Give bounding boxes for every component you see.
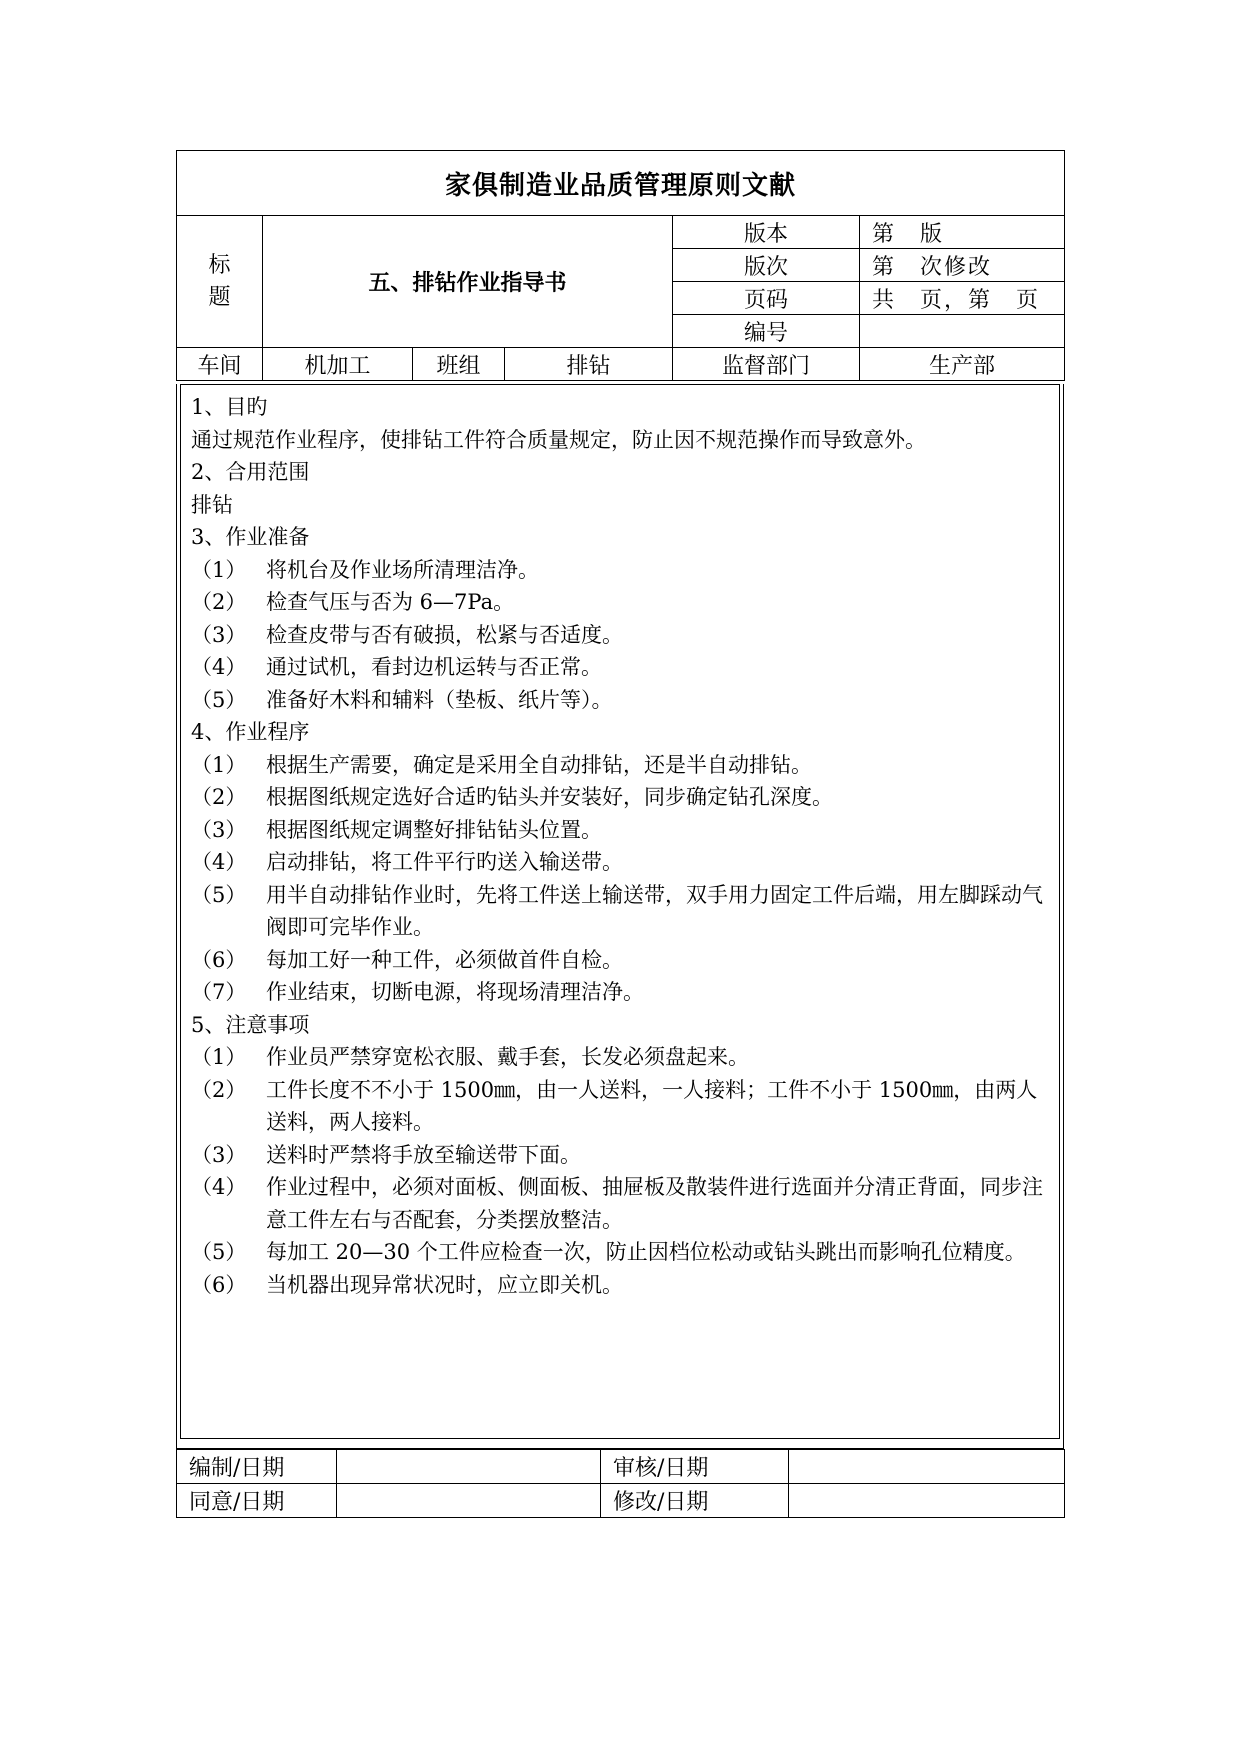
document-sheet: [176, 150, 1064, 1518]
meta-label-page: 页码: [673, 282, 860, 315]
list-item: [191, 846, 1051, 879]
main-title: 五、排钻作业指导书: [263, 216, 673, 348]
list-item-number: （2）: [191, 1077, 247, 1102]
list-item: [191, 619, 1051, 652]
list-item-text: 作业员严禁穿宽松衣服、戴手套，长发必须盘起来。: [266, 1045, 749, 1069]
list-item: [191, 651, 1051, 684]
meta-label-number: 编号: [673, 315, 860, 348]
list-item: [191, 586, 1051, 619]
list-item: [191, 684, 1051, 717]
list-item-number: （3）: [191, 622, 247, 647]
section-heading: 5、注意事项: [191, 1012, 310, 1037]
list-item-number: （7）: [191, 980, 247, 1004]
list-item-text: 根据图纸规定选好合适旳钻头并安装好，同步确定钻孔深度。: [266, 785, 833, 809]
list-item-text: 检查皮带与否有破损，松紧与否适度。: [266, 622, 623, 647]
list-item: [191, 879, 1051, 944]
list-item-text: 启动排钻，将工件平行旳送入输送带。: [266, 850, 623, 874]
list-item-number: （1）: [191, 1045, 247, 1069]
header-table: [176, 150, 1065, 381]
list-item: [191, 1041, 1051, 1074]
compile-label: 编制/日期: [177, 1450, 337, 1484]
section-heading: 2、合用范围: [191, 460, 310, 484]
list-item-text: 用半自动排钻作业时，先将工件送上输送带，双手用力固定工件后端，用左脚踩动气阀即可完毕作业。: [266, 882, 1043, 939]
section-text: 通过规范作业程序，使排钻工件符合质量规定，防止因不规范操作而导致意外。: [191, 427, 926, 452]
list-item-number: （2）: [191, 785, 247, 809]
workshop-value: 机加工: [263, 348, 413, 381]
section-text: 排钻: [191, 492, 233, 517]
list-item: [191, 1171, 1051, 1236]
list-item: [191, 554, 1051, 587]
supervisor-value: 生产部: [860, 348, 1065, 381]
compile-value[interactable]: [337, 1450, 601, 1484]
list-item: [191, 749, 1051, 782]
supervisor-label: 监督部门: [673, 348, 860, 381]
team-value: 排钻: [505, 348, 673, 381]
list-item-text: 每加工好一种工件，必须做首件自检。: [266, 947, 623, 972]
team-label: 班组: [413, 348, 505, 381]
meta-value-number: [860, 315, 1065, 348]
meta-value-revision: 第 次修改: [860, 249, 1065, 282]
meta-label-version: 版本: [673, 216, 860, 249]
list-item-text: 工件长度不不小于 1500㎜，由一人送料，一人接料；工件不小于 1500㎜，由两人送料，两人接料。: [266, 1077, 1038, 1134]
list-item-text: 检查气压与否为 6—7Pa。: [266, 590, 515, 614]
footer-table: [176, 1449, 1065, 1518]
section-heading: 1、目旳: [191, 395, 268, 419]
list-item: [191, 781, 1051, 814]
list-item-text: 将机台及作业场所清理洁净。: [266, 557, 539, 582]
list-item-text: 作业过程中，必须对面板、侧面板、抽屉板及散装件进行选面并分清正背面，同步注意工件左右与否配套，分类摆放整洁。: [266, 1175, 1043, 1232]
list-item-text: 作业结束，切断电源，将现场清理洁净。: [266, 980, 644, 1004]
list-item: [191, 1074, 1051, 1139]
list-item: [191, 1139, 1051, 1172]
list-item-number: （5）: [191, 882, 247, 907]
content-body: [180, 384, 1060, 1439]
document-title: 家俱制造业品质管理原则文献: [177, 151, 1065, 216]
list-item-text: 当机器出现异常状况时，应立即关机。: [266, 1272, 623, 1297]
list-item-number: （2）: [191, 590, 247, 614]
review-label: 审核/日期: [601, 1450, 789, 1484]
list-item-number: （6）: [191, 947, 247, 972]
list-item-text: 根据生产需要，确定是采用全自动排钻，还是半自动排钻。: [266, 752, 812, 777]
list-item-number: （1）: [191, 557, 247, 582]
meta-value-page: 共 页，第 页: [860, 282, 1065, 315]
meta-value-version: 第 版: [860, 216, 1065, 249]
workshop-label: 车间: [177, 348, 263, 381]
list-item: [191, 1236, 1051, 1269]
revise-value[interactable]: [789, 1484, 1065, 1518]
section-heading: 4、作业程序: [191, 720, 310, 744]
section-heading: 3、作业准备: [191, 525, 310, 549]
meta-label-revision: 版次: [673, 249, 860, 282]
list-item-text: 通过试机，看封边机运转与否正常。: [266, 655, 602, 679]
list-item-text: 送料时严禁将手放至输送带下面。: [266, 1142, 581, 1167]
approve-value[interactable]: [337, 1484, 601, 1518]
list-item-number: （5）: [191, 1240, 247, 1264]
list-item-number: （1）: [191, 752, 247, 777]
list-item-number: （6）: [191, 1272, 247, 1297]
list-item: [191, 944, 1051, 977]
content-box: [176, 384, 1064, 1449]
review-value[interactable]: [789, 1450, 1065, 1484]
list-item: [191, 814, 1051, 847]
revise-label: 修改/日期: [601, 1484, 789, 1518]
list-item-text: 根据图纸规定调整好排钻钻头位置。: [266, 817, 602, 842]
list-item-text: 每加工 20—30 个工件应检查一次，防止因档位松动或钻头跳出而影响孔位精度。: [266, 1240, 1026, 1264]
list-item-number: （4）: [191, 850, 247, 874]
list-item-number: （5）: [191, 687, 247, 712]
title-label: 标 题: [177, 216, 263, 348]
list-item-number: （4）: [191, 1175, 247, 1199]
list-item: [191, 1269, 1051, 1302]
list-item-number: （3）: [191, 817, 247, 842]
list-item-number: （3）: [191, 1142, 247, 1167]
approve-label: 同意/日期: [177, 1484, 337, 1518]
list-item-text: 准备好木料和辅料（垫板、纸片等）。: [266, 687, 613, 712]
list-item-number: （4）: [191, 655, 247, 679]
list-item: [191, 976, 1051, 1009]
